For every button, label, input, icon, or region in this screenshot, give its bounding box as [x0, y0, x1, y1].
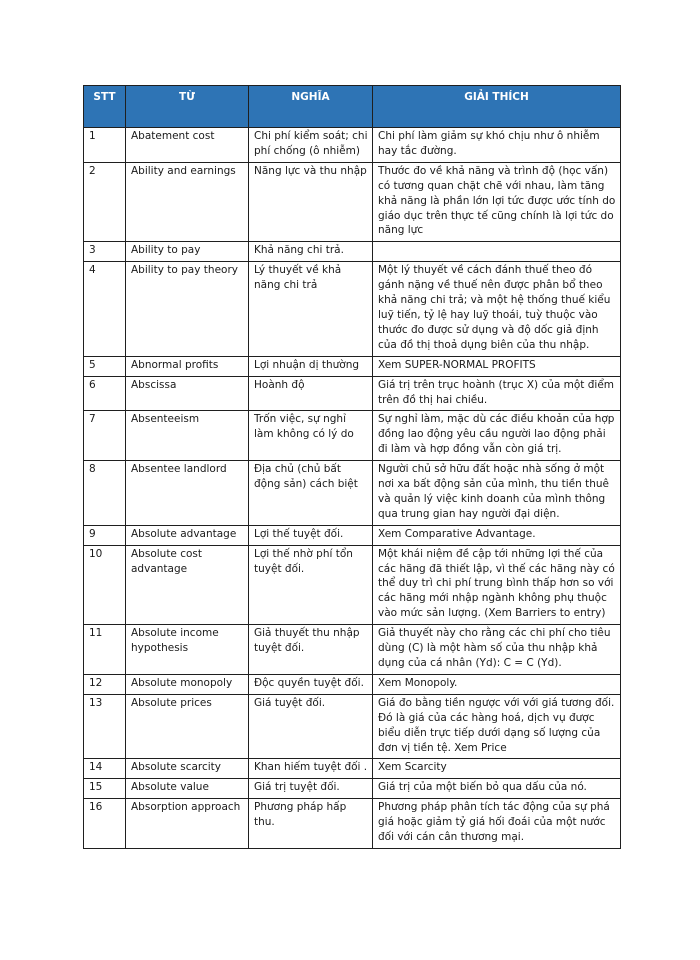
col-header-nghia: NGHĨA — [249, 86, 373, 128]
cell-meaning: Lý thuyết về khả năng chi trả — [249, 262, 373, 356]
cell-stt: 1 — [84, 128, 126, 163]
cell-meaning: Năng lực và thu nhập — [249, 162, 373, 242]
cell-explanation: Sự nghỉ làm, mặc dù các điều khoản của hợp đồng lao động yêu cầu người lao động phải đi làm và hợp đồng vẫn còn giá trị. — [373, 411, 621, 461]
cell-term: Ability and earnings — [126, 162, 249, 242]
col-header-stt: STT — [84, 86, 126, 128]
cell-stt: 9 — [84, 525, 126, 545]
cell-explanation: Một khái niệm đề cập tới những lợi thế của các hãng đã thiết lập, vì thế các hãng này có thể duy trì chi phí trung bình thấp hơn so với các hãng mới nhập ngành không phụ thuộc vào mức sản lượng. (Xem Barriers to entry) — [373, 545, 621, 625]
cell-meaning: Lợi nhuận dị thường — [249, 356, 373, 376]
cell-meaning: Phương pháp hấp thu. — [249, 799, 373, 849]
col-header-giai-thich: GIẢI THÍCH — [373, 86, 621, 128]
cell-term: Absolute monopoly — [126, 674, 249, 694]
cell-term: Absolute cost advantage — [126, 545, 249, 625]
cell-stt: 6 — [84, 376, 126, 411]
cell-explanation: Giả thuyết này cho rằng các chi phí cho tiêu dùng (C) là một hàm số của thu nhập khả dụng của cá nhân (Yd): C = C (Yd). — [373, 625, 621, 675]
table-row — [84, 356, 621, 376]
table-row — [84, 694, 621, 759]
cell-term: Abatement cost — [126, 128, 249, 163]
cell-term: Ability to pay — [126, 242, 249, 262]
cell-explanation: Thước đo về khả năng và trình độ (học vấn) có tương quan chặt chẽ với nhau, làm tăng khả năng là phần lớn lợi tức được ước tính do giáo dục trên thực tế cũng chính là lợi tức do năng lực — [373, 162, 621, 242]
col-header-tu: TỪ — [126, 86, 249, 128]
table-row — [84, 262, 621, 356]
cell-term: Ability to pay theory — [126, 262, 249, 356]
table-row — [84, 779, 621, 799]
cell-explanation: Phương pháp phân tích tác động của sự phá giá hoặc giảm tỷ giá hối đoái của một nước đối với cán cân thương mại. — [373, 799, 621, 849]
cell-stt: 13 — [84, 694, 126, 759]
cell-explanation: Xem SUPER-NORMAL PROFITS — [373, 356, 621, 376]
cell-stt: 16 — [84, 799, 126, 849]
header-row — [84, 86, 621, 128]
cell-meaning: Địa chủ (chủ bất động sản) cách biệt — [249, 461, 373, 526]
cell-term: Absolute value — [126, 779, 249, 799]
cell-stt: 7 — [84, 411, 126, 461]
cell-explanation — [373, 242, 621, 262]
cell-explanation: Xem Comparative Advantage. — [373, 525, 621, 545]
cell-meaning: Giá tuyệt đối. — [249, 694, 373, 759]
cell-explanation: Xem Scarcity — [373, 759, 621, 779]
cell-term: Absolute advantage — [126, 525, 249, 545]
cell-meaning: Giá trị tuyệt đối. — [249, 779, 373, 799]
cell-term: Absorption approach — [126, 799, 249, 849]
cell-explanation: Giá đo bằng tiền ngược với với giá tương đối. Đó là giá của các hàng hoá, dịch vụ được biểu diễn trực tiếp dưới dạng số lượng của đơn vị tiền tệ. Xem Price — [373, 694, 621, 759]
cell-meaning: Hoành độ — [249, 376, 373, 411]
cell-explanation: Xem Monopoly. — [373, 674, 621, 694]
table-row — [84, 799, 621, 849]
table-row — [84, 674, 621, 694]
cell-meaning: Lợi thế nhờ phí tổn tuyệt đối. — [249, 545, 373, 625]
table-row — [84, 759, 621, 779]
cell-explanation: Giá trị của một biến bỏ qua dấu của nó. — [373, 779, 621, 799]
cell-term: Abnormal profits — [126, 356, 249, 376]
glossary-table — [83, 85, 621, 849]
cell-stt: 2 — [84, 162, 126, 242]
cell-meaning: Độc quyền tuyệt đối. — [249, 674, 373, 694]
cell-stt: 3 — [84, 242, 126, 262]
cell-meaning: Lợi thế tuyệt đối. — [249, 525, 373, 545]
cell-stt: 10 — [84, 545, 126, 625]
cell-explanation: Một lý thuyết về cách đánh thuế theo đó gánh nặng về thuế nên được phân bổ theo khả năng chi trả; và một hệ thống thuế kiểu luỹ tiến, tỷ lệ hay luỹ thoái, tuỳ thuộc vào thước đo được sử dụng và độ dốc giả định của đồ thị thoả dụng biên của thu nhập. — [373, 262, 621, 356]
cell-stt: 12 — [84, 674, 126, 694]
table-row — [84, 411, 621, 461]
cell-explanation: Người chủ sở hữu đất hoặc nhà sống ở một nơi xa bất động sản của mình, thu tiền thuê và quản lý việc kinh doanh của mình thông qua trung gian hay người đại diện. — [373, 461, 621, 526]
table-row — [84, 128, 621, 163]
cell-stt: 15 — [84, 779, 126, 799]
cell-meaning: Chi phí kiểm soát; chi phí chống (ô nhiễm) — [249, 128, 373, 163]
cell-stt: 4 — [84, 262, 126, 356]
cell-meaning: Trốn việc, sự nghỉ làm không có lý do — [249, 411, 373, 461]
cell-stt: 14 — [84, 759, 126, 779]
cell-meaning: Khả năng chi trả. — [249, 242, 373, 262]
cell-term: Abscissa — [126, 376, 249, 411]
table-row — [84, 162, 621, 242]
table-row — [84, 242, 621, 262]
cell-meaning: Giả thuyết thu nhập tuyệt đối. — [249, 625, 373, 675]
cell-stt: 11 — [84, 625, 126, 675]
cell-stt: 8 — [84, 461, 126, 526]
table-row — [84, 625, 621, 675]
table-row — [84, 525, 621, 545]
table-row — [84, 461, 621, 526]
cell-stt: 5 — [84, 356, 126, 376]
cell-explanation: Giá trị trên trục hoành (trục X) của một điểm trên đồ thị hai chiều. — [373, 376, 621, 411]
table-row — [84, 376, 621, 411]
cell-explanation: Chi phí làm giảm sự khó chịu như ô nhiễm hay tắc đường. — [373, 128, 621, 163]
cell-term: Absolute scarcity — [126, 759, 249, 779]
cell-term: Absentee landlord — [126, 461, 249, 526]
cell-term: Absolute income hypothesis — [126, 625, 249, 675]
cell-term: Absolute prices — [126, 694, 249, 759]
cell-meaning: Khan hiếm tuyệt đối . — [249, 759, 373, 779]
table-row — [84, 545, 621, 625]
cell-term: Absenteeism — [126, 411, 249, 461]
